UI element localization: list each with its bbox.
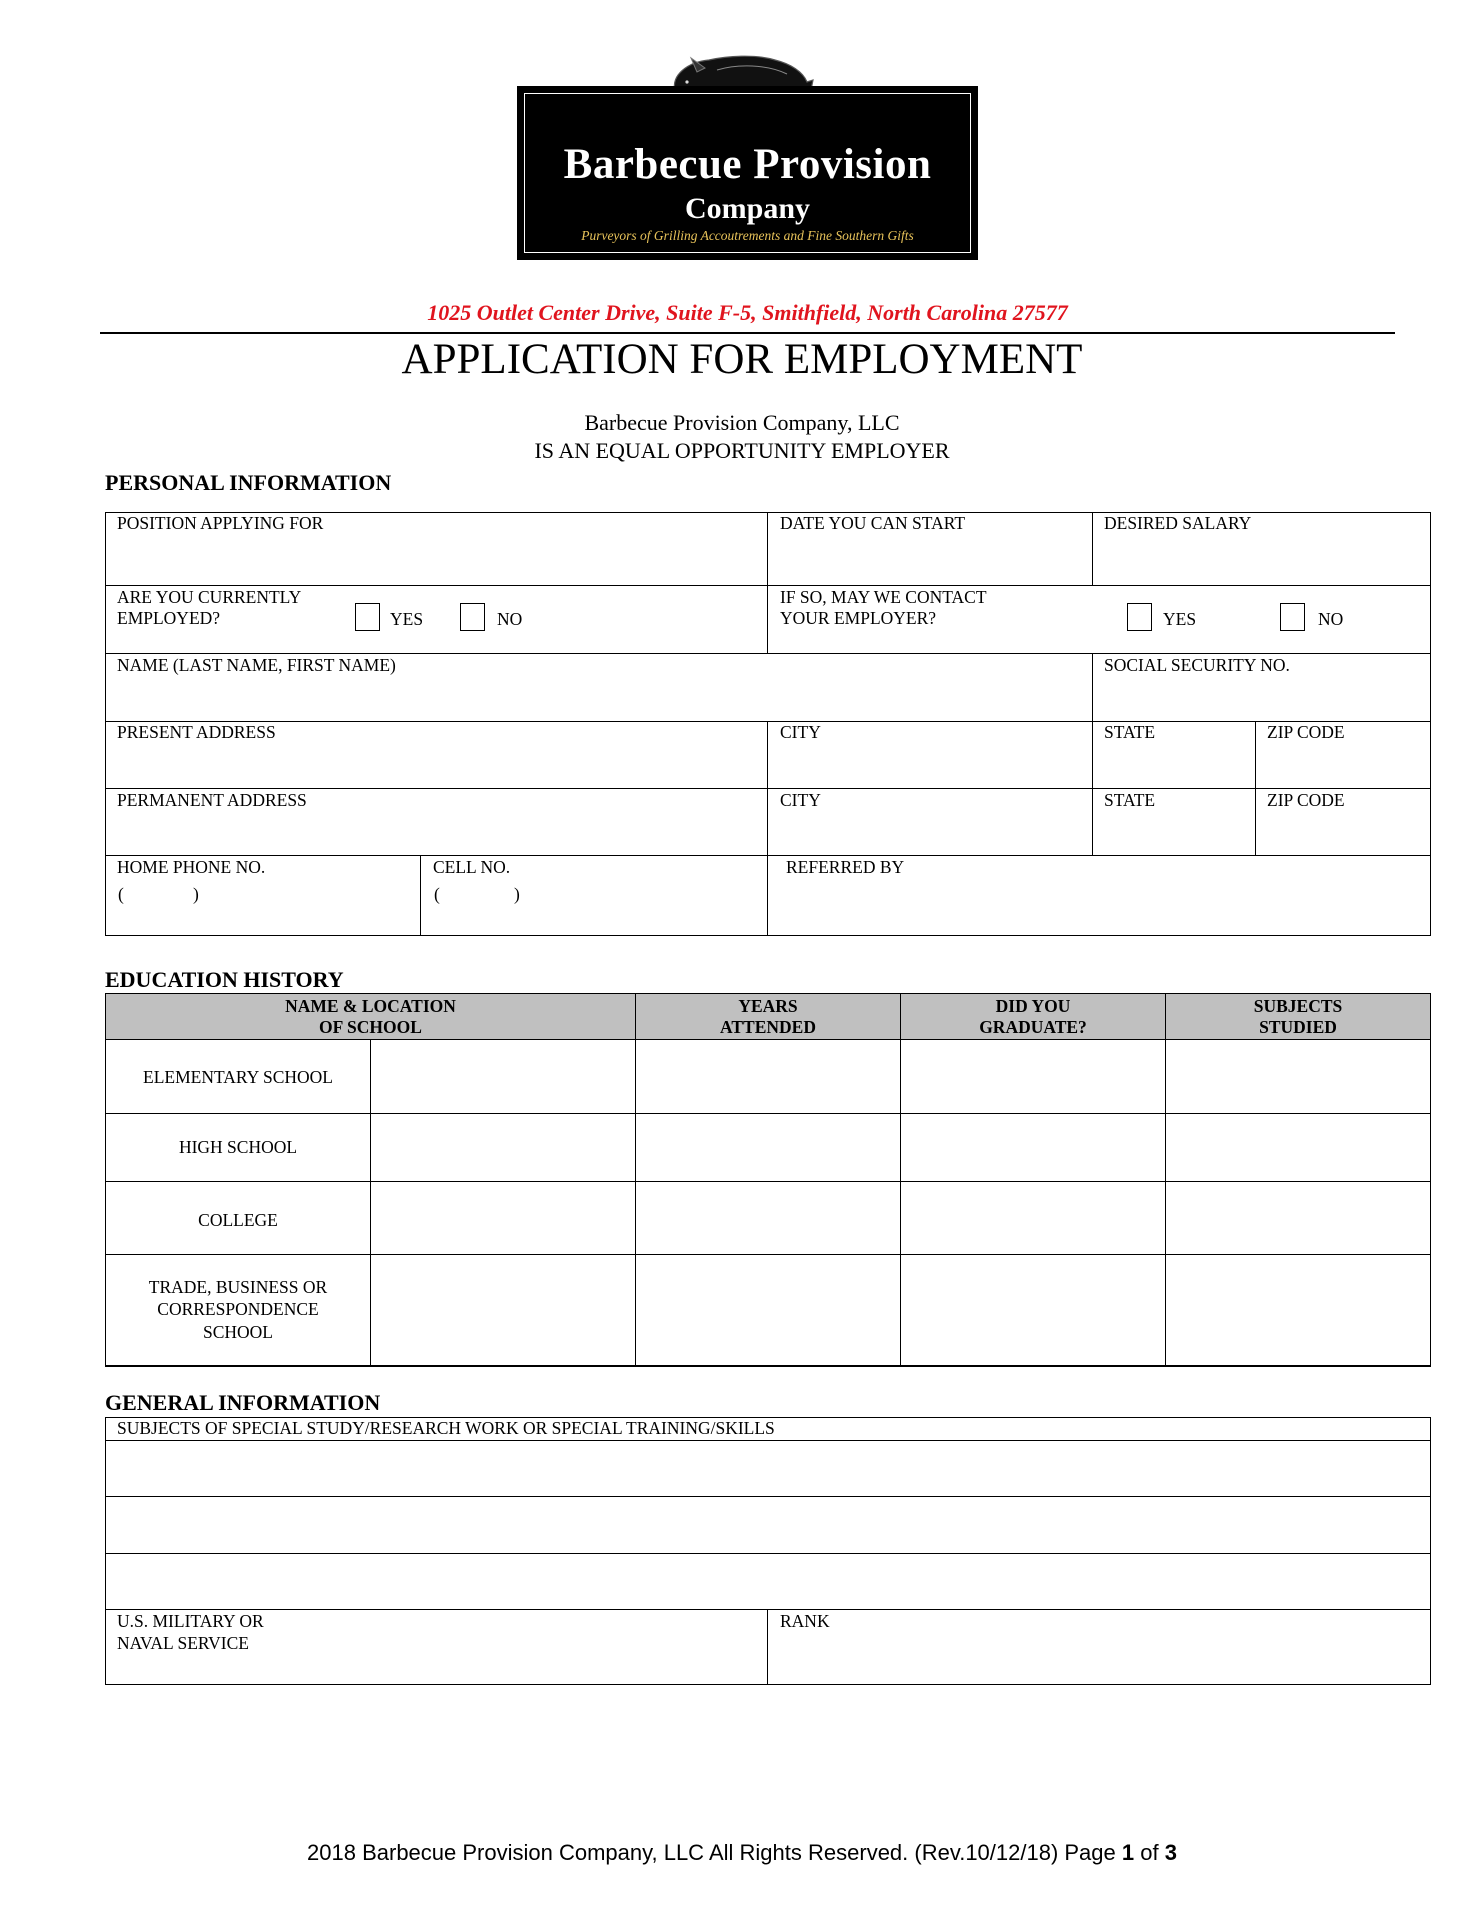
eoe-line: IS AN EQUAL OPPORTUNITY EMPLOYER bbox=[534, 438, 950, 463]
present-city-label: CITY bbox=[780, 722, 821, 742]
col-name-header-1: NAME & LOCATION bbox=[285, 996, 456, 1016]
permanent-address-label: PERMANENT ADDRESS bbox=[117, 790, 307, 810]
military-field[interactable] bbox=[106, 1610, 766, 1683]
permanent-state-label: STATE bbox=[1104, 790, 1156, 810]
present-state-field[interactable] bbox=[1093, 745, 1254, 787]
company-logo bbox=[517, 86, 978, 260]
elementary-graduate-field[interactable] bbox=[901, 1040, 1164, 1112]
company-line: Barbecue Provision Company, LLC bbox=[584, 410, 900, 435]
footer-page-total: 3 bbox=[1164, 1840, 1177, 1865]
col-graduate-header-2: GRADUATE? bbox=[979, 1017, 1087, 1037]
contact-question-2: YOUR EMPLOYER? bbox=[780, 608, 937, 628]
salary-label: DESIRED SALARY bbox=[1104, 513, 1252, 533]
present-address-label: PRESENT ADDRESS bbox=[117, 722, 276, 742]
col-graduate-header-1: DID YOU bbox=[995, 996, 1071, 1016]
present-zip-label: ZIP CODE bbox=[1267, 722, 1345, 742]
employed-no-checkbox[interactable] bbox=[460, 603, 485, 631]
military-label-2: NAVAL SERVICE bbox=[117, 1633, 249, 1653]
military-label-1: U.S. MILITARY OR bbox=[117, 1611, 264, 1631]
row-label-trade-2: CORRESPONDENCE bbox=[157, 1299, 319, 1319]
home-phone-field[interactable] bbox=[106, 880, 419, 934]
rank-label: RANK bbox=[780, 1611, 830, 1631]
cell-paren-open: ( bbox=[434, 884, 440, 904]
col-subjects-header-2: STUDIED bbox=[1259, 1017, 1337, 1037]
special-training-line-3[interactable] bbox=[106, 1554, 1430, 1608]
name-field[interactable] bbox=[106, 678, 1091, 720]
present-state-label: STATE bbox=[1104, 722, 1156, 742]
section-general-heading: GENERAL INFORMATION bbox=[105, 1390, 381, 1415]
present-city-field[interactable] bbox=[768, 745, 1091, 787]
cell-field[interactable] bbox=[421, 880, 766, 934]
contact-question-1: IF SO, MAY WE CONTACT bbox=[780, 587, 987, 607]
row-label-high-school: HIGH SCHOOL bbox=[178, 1137, 298, 1157]
section-education-heading: EDUCATION HISTORY bbox=[105, 967, 344, 992]
high-school-graduate-field[interactable] bbox=[901, 1114, 1164, 1180]
trade-subjects-field[interactable] bbox=[1166, 1255, 1429, 1364]
col-years-header-2: ATTENDED bbox=[720, 1017, 816, 1037]
start-date-label: DATE YOU CAN START bbox=[780, 513, 966, 533]
contact-no-label: NO bbox=[1318, 609, 1344, 629]
permanent-zip-field[interactable] bbox=[1256, 813, 1429, 854]
college-graduate-field[interactable] bbox=[901, 1182, 1164, 1253]
permanent-state-field[interactable] bbox=[1093, 813, 1254, 854]
page-title: APPLICATION FOR EMPLOYMENT bbox=[401, 336, 1083, 383]
ssn-field[interactable] bbox=[1093, 678, 1429, 720]
col-years-header-1: YEARS bbox=[738, 996, 798, 1016]
elementary-name-field[interactable] bbox=[371, 1040, 634, 1112]
position-field[interactable] bbox=[106, 536, 766, 584]
row-label-trade-1: TRADE, BUSINESS OR bbox=[148, 1277, 328, 1297]
high-school-years-field[interactable] bbox=[636, 1114, 899, 1180]
employed-question-2: EMPLOYED? bbox=[117, 608, 221, 628]
contact-yes-checkbox[interactable] bbox=[1127, 603, 1152, 631]
present-address-field[interactable] bbox=[106, 745, 766, 787]
referred-by-label: REFERRED BY bbox=[786, 857, 905, 877]
cell-paren-close: ) bbox=[514, 884, 520, 904]
contact-no-checkbox[interactable] bbox=[1280, 603, 1305, 631]
rank-field[interactable] bbox=[768, 1632, 1429, 1683]
row-label-elementary: ELEMENTARY SCHOOL bbox=[143, 1067, 333, 1087]
special-training-line-1[interactable] bbox=[106, 1441, 1430, 1495]
high-school-name-field[interactable] bbox=[371, 1114, 634, 1180]
cell-label: CELL NO. bbox=[433, 857, 511, 877]
footer-page-number: 1 bbox=[1121, 1840, 1135, 1865]
logo-company: Company bbox=[684, 192, 811, 225]
position-label: POSITION APPLYING FOR bbox=[117, 513, 324, 533]
trade-name-field[interactable] bbox=[371, 1255, 634, 1364]
permanent-city-label: CITY bbox=[780, 790, 821, 810]
section-personal-heading: PERSONAL INFORMATION bbox=[105, 470, 392, 495]
college-years-field[interactable] bbox=[636, 1182, 899, 1253]
name-label: NAME (LAST NAME, FIRST NAME) bbox=[117, 655, 396, 675]
col-subjects-header-1: SUBJECTS bbox=[1253, 996, 1343, 1016]
contact-yes-label: YES bbox=[1163, 609, 1197, 629]
special-training-line-2[interactable] bbox=[106, 1497, 1430, 1552]
trade-graduate-field[interactable] bbox=[901, 1255, 1164, 1364]
col-name-header-2: OF SCHOOL bbox=[319, 1017, 422, 1037]
permanent-city-field[interactable] bbox=[768, 813, 1091, 854]
page-footer bbox=[0, 1840, 1484, 1866]
high-school-subjects-field[interactable] bbox=[1166, 1114, 1429, 1180]
employed-no-label: NO bbox=[497, 609, 523, 629]
logo-tagline: Purveyors of Grilling Accoutrements and Fine Southern Gifts bbox=[581, 228, 914, 243]
footer-of: of bbox=[1134, 1840, 1165, 1865]
home-phone-label: HOME PHONE NO. bbox=[117, 857, 266, 877]
salary-field[interactable] bbox=[1093, 536, 1429, 584]
home-phone-paren-open: ( bbox=[118, 884, 124, 904]
row-label-college: COLLEGE bbox=[198, 1210, 278, 1230]
trade-years-field[interactable] bbox=[636, 1255, 899, 1364]
elementary-years-field[interactable] bbox=[636, 1040, 899, 1112]
referred-by-field[interactable] bbox=[768, 880, 1429, 934]
employed-question-1: ARE YOU CURRENTLY bbox=[117, 587, 302, 607]
company-address: 1025 Outlet Center Drive, Suite F-5, Smithfield, North Carolina 27577 bbox=[427, 300, 1068, 325]
footer-text: 2018 Barbecue Provision Company, LLC All Rights Reserved. (Rev.10/12/18) Page bbox=[307, 1840, 1122, 1865]
permanent-address-field[interactable] bbox=[106, 813, 766, 854]
elementary-subjects-field[interactable] bbox=[1166, 1040, 1429, 1112]
employed-yes-checkbox[interactable] bbox=[355, 603, 380, 631]
special-training-label: SUBJECTS OF SPECIAL STUDY/RESEARCH WORK OR SPECIAL TRAINING/SKILLS bbox=[117, 1418, 775, 1438]
college-name-field[interactable] bbox=[371, 1182, 634, 1253]
row-label-trade-3: SCHOOL bbox=[202, 1322, 273, 1342]
college-subjects-field[interactable] bbox=[1166, 1182, 1429, 1253]
ssn-label: SOCIAL SECURITY NO. bbox=[1104, 655, 1290, 675]
home-phone-paren-close: ) bbox=[193, 884, 199, 904]
employed-yes-label: YES bbox=[390, 609, 424, 629]
divider bbox=[100, 332, 1395, 334]
present-zip-field[interactable] bbox=[1256, 745, 1429, 787]
permanent-zip-label: ZIP CODE bbox=[1267, 790, 1345, 810]
start-date-field[interactable] bbox=[768, 536, 1091, 584]
logo-name: Barbecue Provision bbox=[563, 141, 932, 188]
